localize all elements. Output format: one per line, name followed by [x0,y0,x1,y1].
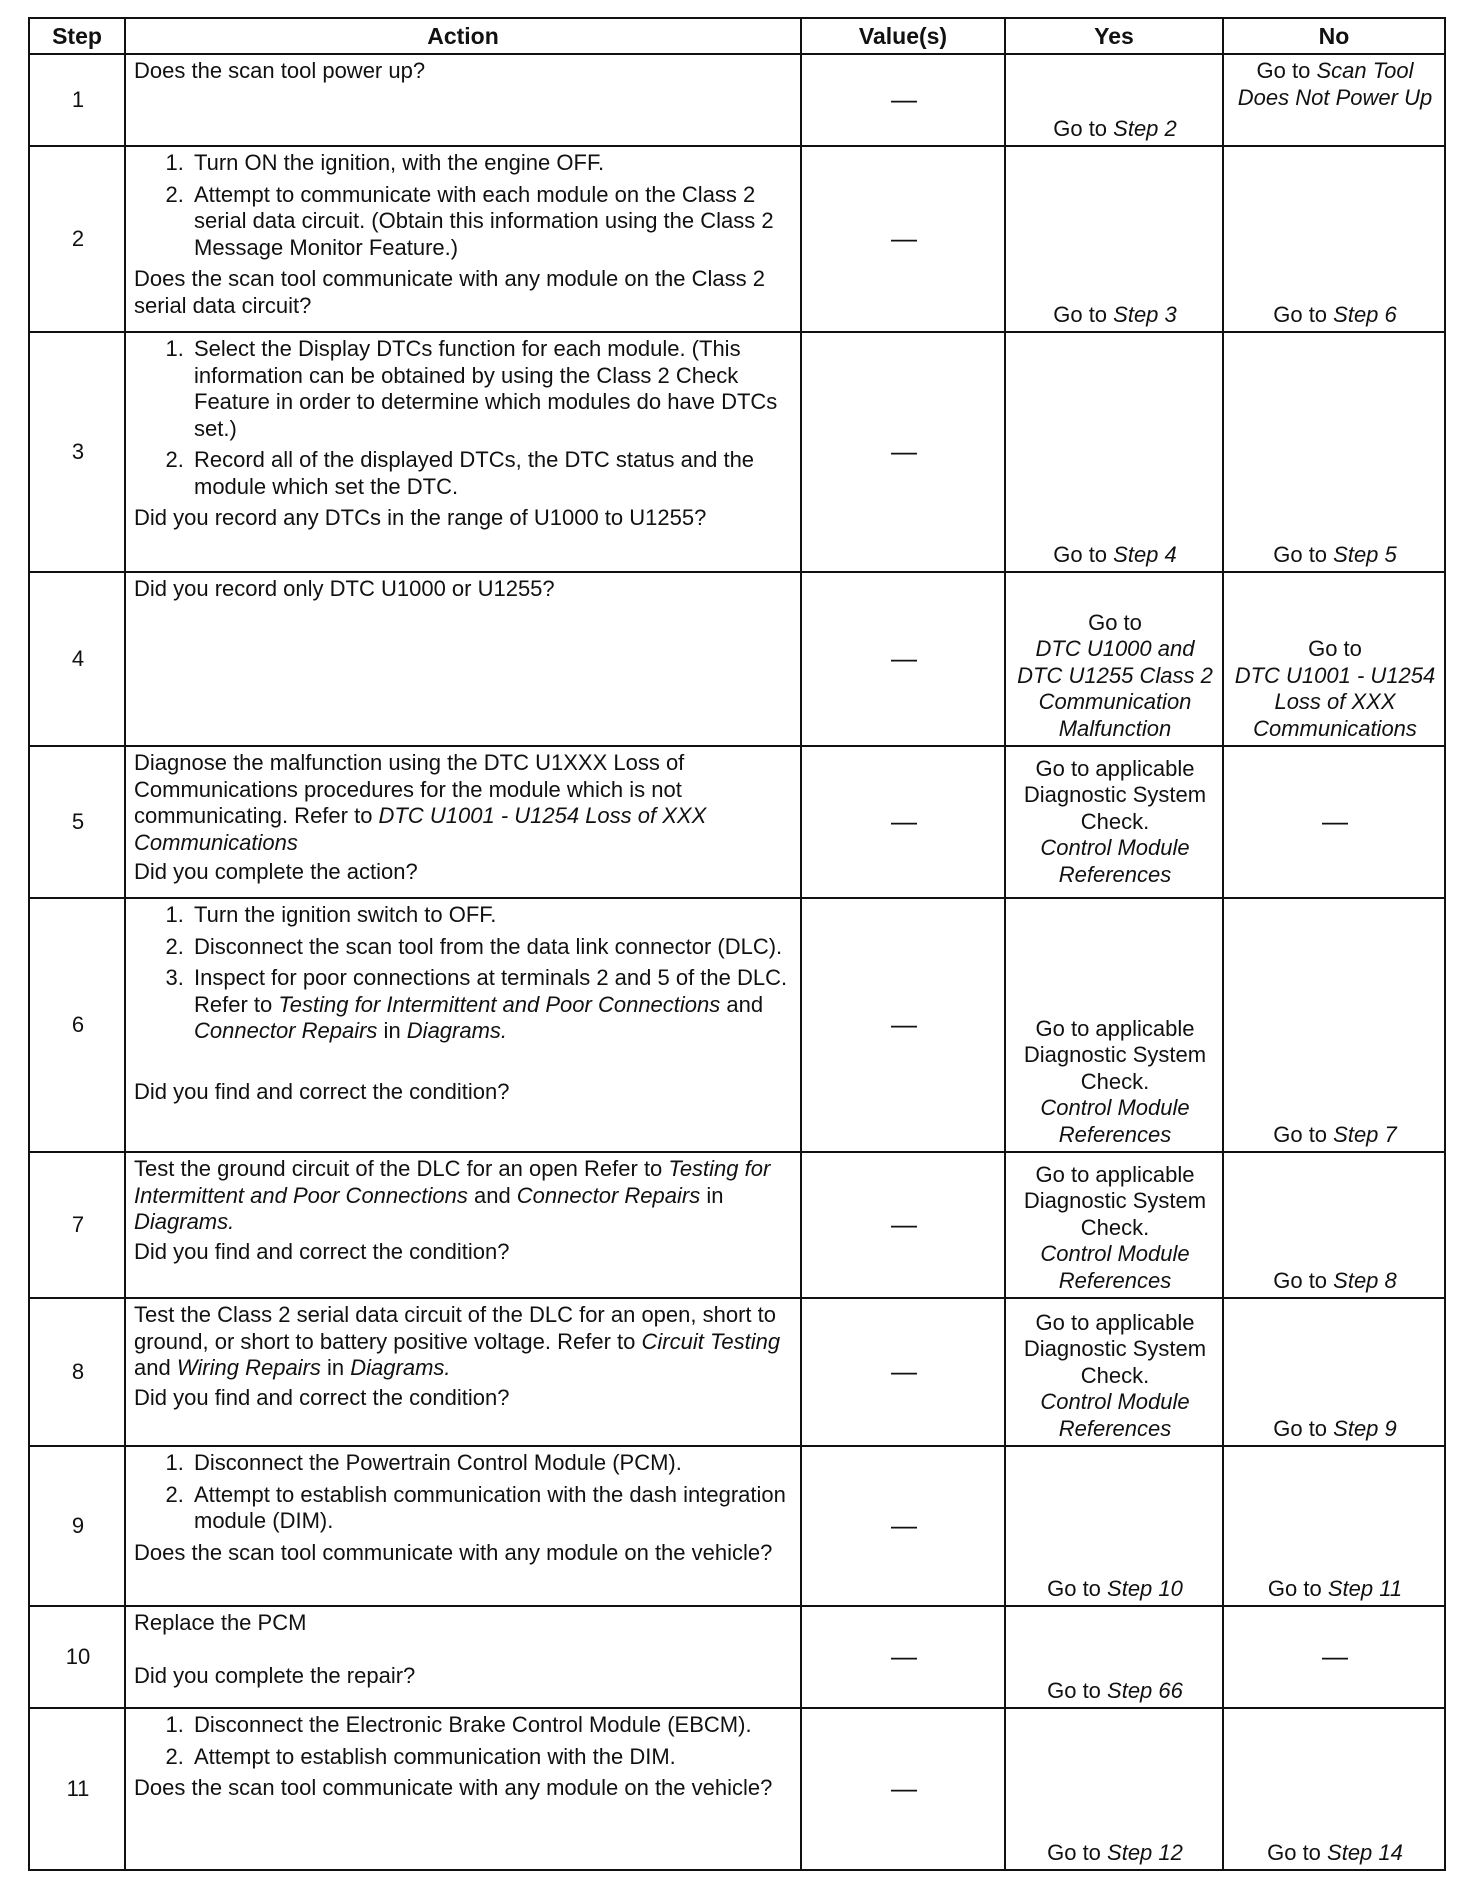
yes-prefix: Go to applicable Diagnostic System Check. [1023,1161,1207,1240]
yes-link[interactable]: Step 10 [1107,1575,1183,1601]
yes-prefix: Go to [1047,1677,1108,1703]
no-link[interactable]: Step 14 [1327,1839,1403,1865]
action-cell [125,898,801,1152]
table-row [29,1298,1445,1446]
yes-prefix: Go to [1047,1839,1108,1865]
action-question: Did you complete the repair? [134,1662,416,1688]
table-row [29,54,1445,146]
step-number: 9 [29,1446,125,1606]
value-cell [801,1152,1005,1298]
no-cell [1223,1298,1445,1446]
no-link[interactable]: Step 7 [1333,1121,1397,1147]
action-question: Does the scan tool power up? [134,58,426,83]
no-prefix: Go to [1273,1267,1334,1293]
action-text-body: Diagnose the malfunction using the DTC U1XXX Loss of Communications procedures for the module which is not communicating. Refer to [134,750,685,828]
action-reference[interactable]: Diagrams. [350,1355,451,1380]
step-number: 3 [29,332,125,572]
value-dash: — [891,642,917,673]
header-yes: Yes [1005,18,1223,54]
action-question: Does the scan tool communicate with any module on the vehicle? [134,1775,773,1800]
action-item: 2. Record all of the displayed DTCs, the DTC status and the module which set the DTC. [190,447,794,500]
table-row [29,1708,1445,1870]
value-dash: — [891,435,917,466]
action-reference[interactable]: Diagrams. [134,1209,235,1234]
no-prefix: Go to [1273,541,1334,567]
action-text: Replace the PCM [134,1610,307,1635]
value-cell [801,332,1005,572]
no-prefix: Go to [1308,636,1362,661]
yes-link[interactable]: Step 2 [1113,115,1177,141]
action-cell [125,54,801,146]
value-cell [801,572,1005,746]
no-prefix: Go to [1267,1575,1328,1601]
value-cell [801,1606,1005,1708]
no-cell [1223,332,1445,572]
action-cell [125,1152,801,1298]
action-text [134,1156,794,1236]
value-cell [801,746,1005,898]
no-cell [1223,746,1445,898]
action-list [134,1712,794,1770]
action-question: Did you find and correct the condition? [134,1384,510,1410]
yes-link[interactable]: Step 12 [1107,1839,1183,1865]
action-item-text: in [377,1018,407,1043]
yes-prefix: Go to [1053,115,1114,141]
action-cell [125,146,801,332]
table-row [29,332,1445,572]
no-prefix: Go to [1273,1415,1334,1441]
table-row [29,572,1445,746]
action-text-body: and [134,1355,177,1380]
yes-cell [1005,898,1223,1152]
action-question: Did you find and correct the condition? [134,1078,510,1104]
no-cell [1223,1708,1445,1870]
value-dash: — [891,1772,917,1803]
value-cell [801,146,1005,332]
action-text-body: and [467,1182,517,1208]
action-question: Does the scan tool communicate with any module on the Class 2 serial data circuit? [134,266,765,318]
yes-prefix: Go to [1088,609,1142,635]
value-dash: — [891,1509,917,1540]
action-text [134,750,794,856]
action-question: Does the scan tool communicate with any module on the vehicle? [134,1539,773,1565]
action-text [134,1302,794,1382]
value-dash: — [891,1640,917,1671]
action-reference[interactable]: Wiring Repairs [176,1355,321,1380]
action-reference[interactable]: Connector Repairs [194,1018,378,1043]
no-prefix: Go to [1273,1121,1334,1147]
no-cell [1223,54,1445,146]
yes-link[interactable]: Control Module References [1040,1389,1190,1441]
no-prefix: Go to [1273,301,1334,327]
action-list [134,1450,794,1535]
table-row [29,146,1445,332]
action-question: Did you record any DTCs in the range of U1000 to U1255? [134,505,707,530]
step-number: 8 [29,1298,125,1446]
no-link[interactable]: Step 5 [1333,541,1397,567]
step-number: 11 [29,1708,125,1870]
action-item: 1. Turn the ignition switch to OFF. [190,902,794,929]
action-reference[interactable]: Testing for Intermittent and Poor Connections [134,1156,771,1208]
yes-cell [1005,54,1223,146]
yes-cell [1005,746,1223,898]
yes-prefix: Go to applicable Diagnostic System Check. [1023,1015,1207,1094]
value-cell [801,1446,1005,1606]
action-reference[interactable]: Connector Repairs [516,1182,701,1208]
step-number: 2 [29,146,125,332]
no-cell [1223,146,1445,332]
action-reference[interactable]: DTC U1001 - U1254 Loss of XXX Communications [134,803,707,855]
action-item: 2. Attempt to communicate with each module on the Class 2 serial data circuit. (Obtain this information using the Class 2 Message Monitor Feature.) [190,182,794,262]
step-number: 10 [29,1606,125,1708]
value-dash: — [891,805,917,836]
yes-link[interactable]: Step 66 [1107,1677,1183,1703]
value-dash: — [891,1008,917,1039]
action-reference[interactable]: Circuit Testing [641,1328,781,1354]
step-number: 4 [29,572,125,746]
action-list [134,150,794,261]
no-link[interactable]: Scan Tool Does Not Power Up [1237,58,1433,110]
action-item [190,965,794,1045]
action-text-body: Test the ground circuit of the DLC for an open Refer to [134,1156,669,1181]
value-dash: — [891,83,917,114]
action-cell [125,746,801,898]
yes-cell [1005,572,1223,746]
yes-link[interactable]: Step 4 [1113,541,1177,567]
no-link[interactable]: Step 6 [1333,301,1397,327]
value-cell [801,898,1005,1152]
action-question: Did you complete the action? [134,859,418,884]
table-row [29,1446,1445,1606]
no-prefix: Go to [1267,1839,1328,1865]
yes-cell [1005,1446,1223,1606]
no-prefix: Go to [1256,58,1317,83]
action-reference[interactable]: Diagrams. [406,1018,508,1043]
action-item: 1. Disconnect the Electronic Brake Control Module (EBCM). [190,1712,794,1739]
step-number: 7 [29,1152,125,1298]
step-number: 6 [29,898,125,1152]
no-cell [1223,1606,1445,1708]
action-item: 2. Attempt to establish communication with the dash integration module (DIM). [190,1482,794,1535]
action-question: Did you record only DTC U1000 or U1255? [134,576,555,601]
yes-prefix: Go to applicable Diagnostic System Check. [1023,1309,1207,1388]
action-item-text: and [720,991,764,1017]
value-cell [801,1708,1005,1870]
yes-prefix: Go to applicable Diagnostic System Check. [1023,755,1207,834]
action-text-body: in [320,1355,351,1380]
action-reference[interactable]: Testing for Intermittent and Poor Connections [278,991,721,1017]
yes-prefix: Go to [1053,301,1114,327]
no-link[interactable]: DTC U1001 - U1254 Loss of XXX Communications [1234,662,1436,741]
action-text-body: in [700,1182,724,1208]
yes-link[interactable]: DTC U1000 and DTC U1255 Class 2 Communication Malfunction [1017,636,1213,741]
yes-link[interactable]: Step 3 [1113,301,1177,327]
header-no: No [1223,18,1445,54]
yes-cell [1005,1298,1223,1446]
action-cell [125,1446,801,1606]
table-row [29,746,1445,898]
yes-cell [1005,332,1223,572]
no-dash: — [1322,1640,1348,1671]
action-cell [125,1606,801,1708]
yes-cell [1005,1606,1223,1708]
yes-cell [1005,1708,1223,1870]
action-text-body: Test the Class 2 serial data circuit of the DLC for an open, short to ground, or short to battery positive voltage. Refer to [134,1302,776,1354]
step-number: 5 [29,746,125,898]
table-row [29,1606,1445,1708]
yes-cell [1005,146,1223,332]
no-cell [1223,1152,1445,1298]
action-item: 1. Turn ON the ignition, with the engine OFF. [190,150,794,177]
yes-link[interactable]: Control Module References [1040,835,1190,887]
value-dash: — [891,1208,917,1239]
value-dash: — [891,222,917,253]
header-action: Action [125,18,801,54]
action-cell [125,572,801,746]
value-dash: — [891,1355,917,1386]
no-cell [1223,572,1445,746]
no-link[interactable]: Step 9 [1333,1415,1397,1441]
step-number: 1 [29,54,125,146]
value-cell [801,54,1005,146]
yes-prefix: Go to [1053,541,1114,567]
table-row [29,898,1445,1152]
diagnostic-table [28,17,1446,1871]
yes-prefix: Go to [1047,1575,1108,1601]
header-values: Value(s) [801,18,1005,54]
header-step: Step [29,18,125,54]
table-row [29,1152,1445,1298]
no-link[interactable]: Step 8 [1333,1267,1397,1293]
yes-link[interactable]: Control Module References [1040,1095,1190,1147]
no-cell [1223,898,1445,1152]
action-list [134,902,794,1045]
spacer [134,1050,794,1076]
action-item: 2. Attempt to establish communication with the DIM. [190,1744,794,1771]
no-link[interactable]: Step 11 [1327,1575,1403,1601]
spacer [134,1637,794,1663]
no-dash: — [1322,805,1348,836]
action-list [134,336,794,500]
action-item-text: Inspect for poor connections at terminals 2 and 5 of the DLC. Refer to [194,965,788,1017]
header-row [29,18,1445,54]
action-item: 2. Disconnect the scan tool from the data link connector (DLC). [190,934,794,961]
yes-cell [1005,1152,1223,1298]
value-cell [801,1298,1005,1446]
action-question: Did you find and correct the condition? [134,1238,510,1264]
no-cell [1223,1446,1445,1606]
action-cell [125,1708,801,1870]
action-cell [125,1298,801,1446]
action-item: 1. Disconnect the Powertrain Control Module (PCM). [190,1450,794,1477]
action-cell [125,332,801,572]
action-item: 1. Select the Display DTCs function for each module. (This information can be obtained by using the Class 2 Check Feature in order to determine which modules do have DTCs set.) [190,336,794,442]
yes-link[interactable]: Control Module References [1040,1241,1190,1293]
